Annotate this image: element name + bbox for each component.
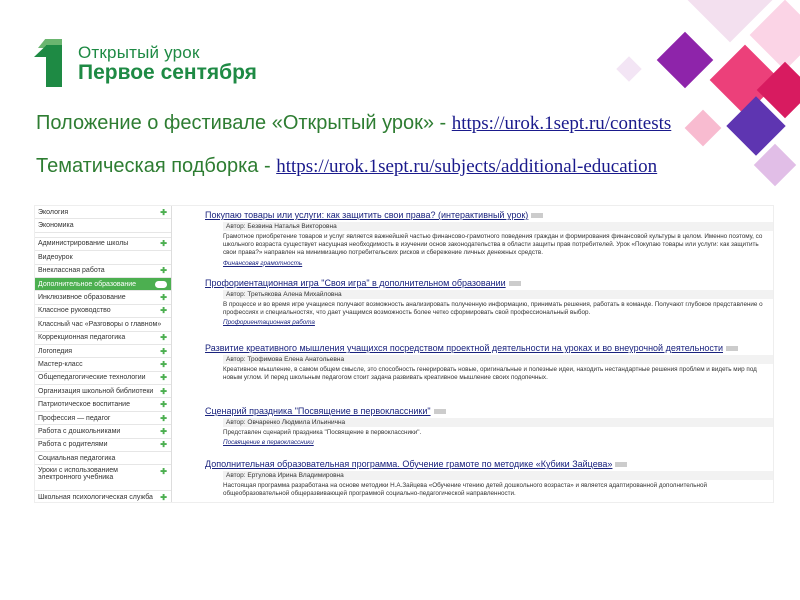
sidebar-item-label: Коррекционная педагогика — [38, 334, 126, 342]
sidebar-item-label: Социальная педагогика — [38, 454, 116, 462]
sidebar-item[interactable] — [35, 318, 171, 331]
sidebar-item-label: Логопедия — [38, 347, 73, 355]
article-category-link[interactable]: Финансовая грамотность — [223, 259, 303, 267]
sidebar-item[interactable] — [35, 358, 171, 371]
sidebar-item[interactable] — [35, 385, 171, 398]
sidebar-item[interactable] — [35, 465, 171, 491]
article-description: В процессе и во время игре учащиеся получают возможность анализировать полученную информацию, принимать решения, работать в команде. Получают глубокое представление о профессиях и специальностях, что дает учащимся возможность более четко сформировать свой профессиональный выбор. — [223, 301, 763, 317]
sidebar-item-label: Профессия — педагог — [38, 414, 111, 422]
expand-icon[interactable]: ✚ — [160, 373, 167, 383]
sidebar-item-label: Классное руководство — [38, 307, 111, 315]
article-title: Развитие креативного мышления учащихся посредством проектной деятельности на уроках и во внеурочной деятельности — [205, 343, 723, 353]
subjects-link[interactable]: https://urok.1sept.ru/subjects/additional-education — [276, 156, 658, 177]
expand-icon[interactable]: ✚ — [160, 346, 167, 356]
badge-icon — [531, 213, 543, 218]
sidebar-item-label: Общепедагогические технологии — [38, 374, 146, 382]
article-author: Автор: Овчаренко Людмила Ильинична — [223, 418, 773, 427]
sidebar-item[interactable] — [35, 412, 171, 425]
badge-icon — [615, 462, 627, 467]
badge-icon — [434, 409, 446, 414]
expand-icon[interactable]: ✚ — [160, 359, 167, 369]
expand-icon[interactable]: ✚ — [160, 239, 167, 249]
article-title: Сценарий праздника "Посвящение в первоклассники" — [205, 406, 431, 416]
sidebar-item-label: Работа с родителями — [38, 441, 108, 449]
article-description: Представлен сценарий праздника "Посвящение в первоклассники". — [223, 429, 422, 436]
badge-icon — [509, 281, 521, 286]
expand-icon[interactable]: ✚ — [160, 493, 167, 503]
article-title: Дополнительная образовательная программа. Обучение грамоте по методике «Кубики Зайцева» — [205, 459, 613, 469]
logo-icon — [34, 39, 68, 89]
sidebar-item-label: Мастер-класс — [38, 360, 83, 368]
contest-link[interactable]: https://urok.1sept.ru/contests — [451, 113, 672, 134]
logo — [34, 37, 284, 91]
sidebar-item[interactable] — [35, 238, 171, 251]
article-author: Автор: Трофимова Елена Анатольевна — [223, 355, 773, 364]
article-item — [205, 343, 773, 382]
expand-icon[interactable]: ✚ — [160, 333, 167, 343]
expand-icon[interactable]: ✚ — [160, 440, 167, 450]
sidebar-item-label: Видеоурок — [38, 253, 73, 261]
article-title-link[interactable] — [205, 406, 773, 416]
article-item — [205, 459, 773, 498]
headline-contest — [36, 112, 671, 135]
sidebar-item[interactable] — [35, 452, 171, 465]
headline-contest-text: Положение о фестивале «Открытый урок» - — [36, 112, 452, 134]
article-title-link[interactable] — [205, 210, 773, 220]
sidebar-item-label: Патриотическое воспитание — [38, 401, 130, 409]
sidebar-item[interactable] — [35, 332, 171, 345]
sidebar-item[interactable] — [35, 219, 171, 232]
article-title-link[interactable] — [205, 459, 773, 469]
sidebar-item-label: Экономика — [38, 222, 74, 230]
article-list — [205, 206, 773, 503]
sidebar-item[interactable] — [35, 345, 171, 358]
article-author: Автор: Ертулова Ирина Владимировна — [223, 471, 773, 480]
expand-icon[interactable]: ✚ — [160, 413, 167, 423]
sidebar-item[interactable] — [35, 206, 171, 219]
sidebar-item-label: Уроки с использованием электронного учебника — [38, 467, 118, 482]
headline-subjects — [36, 155, 657, 178]
deco-square — [685, 110, 722, 147]
article-title-link[interactable] — [205, 343, 773, 353]
sidebar-item[interactable] — [35, 278, 171, 291]
expand-icon[interactable]: ✚ — [160, 386, 167, 396]
sidebar-item-label: Школьная психологическая служба — [38, 494, 153, 502]
article-category-link[interactable]: Посвящение в первоклассники — [223, 439, 314, 447]
sidebar-item-label: Администрирование школы — [38, 240, 129, 248]
sidebar-item[interactable] — [35, 291, 171, 304]
article-title-link[interactable] — [205, 278, 773, 288]
article-category-link[interactable]: Профориентационная работа — [223, 319, 315, 327]
article-author: Автор: Третьякова Алена Михайловна — [223, 290, 773, 299]
expand-icon[interactable]: ✚ — [160, 426, 167, 436]
sidebar-item[interactable] — [35, 372, 171, 385]
logo-line1: Открытый урок — [78, 43, 200, 63]
logo-line2: Первое сентября — [78, 60, 257, 84]
sidebar-item[interactable] — [35, 265, 171, 278]
sidebar-item-label: Классный час «Разговоры о главном» — [38, 320, 162, 328]
article-author: Автор: Безвина Наталья Викторовна — [223, 222, 773, 231]
sidebar-item[interactable] — [35, 251, 171, 264]
article-description: Грамотное приобретение товаров и услуг является важнейшей частью финансово-грамотного поведения граждан и формирования финансовой культуры в целом. Именно поэтому, со школьного возраста существует насущная необходимость в изучении основ законодательства в области защиты прав потребителей. Урок «Покупаю товары или услуги: как защитить свои права?» направлен на минимизацию потребительских рисков и сбережение личных денежных средств. — [223, 233, 763, 257]
sidebar-item-label: Организация школьной библиотеки — [38, 387, 154, 395]
website-screenshot — [34, 205, 774, 503]
sidebar-item-label: Внеклассная работа — [38, 267, 105, 275]
expand-icon[interactable] — [155, 281, 167, 288]
sidebar-item-label: Дополнительное образование — [38, 280, 137, 288]
article-title: Покупаю товары или услуги: как защитить свои права? (интерактивный урок) — [205, 210, 529, 220]
deco-square — [657, 32, 714, 89]
category-sidebar — [35, 206, 172, 503]
article-description: Настоящая программа разработана на основе методики Н.А.Зайцева «Обучение чтению детей дошкольного возраста» и является адаптированной дополнительной общеобразовательной общеразвивающей программой социально-педагогической направленности. — [223, 482, 708, 498]
sidebar-item[interactable] — [35, 491, 171, 503]
deco-square — [616, 56, 641, 81]
badge-icon — [726, 346, 738, 351]
sidebar-item[interactable] — [35, 305, 171, 318]
expand-icon[interactable]: ✚ — [160, 467, 167, 477]
sidebar-item[interactable] — [35, 425, 171, 438]
headline-subjects-text: Тематическая подборка - — [36, 155, 277, 177]
sidebar-item[interactable] — [35, 439, 171, 452]
expand-icon[interactable]: ✚ — [160, 266, 167, 276]
sidebar-item-label: Инклюзивное образование — [38, 294, 126, 302]
expand-icon[interactable]: ✚ — [160, 207, 167, 217]
sidebar-item-label: Экология — [38, 208, 69, 216]
article-item — [205, 278, 773, 326]
sidebar-item[interactable] — [35, 398, 171, 411]
expand-icon[interactable]: ✚ — [160, 306, 167, 316]
article-item — [205, 406, 773, 446]
expand-icon[interactable]: ✚ — [160, 293, 167, 303]
article-title: Профориентационная игра "Своя игра" в дополнительном образовании — [205, 278, 506, 288]
sidebar-item-label: Работа с дошкольниками — [38, 427, 121, 435]
expand-icon[interactable]: ✚ — [160, 400, 167, 410]
article-description: Креативное мышление, в самом общем смысле, это способность генерировать новые, оригинальные и полезные идеи, находить нестандартные решения проблем и видеть мир под новым углом. И перед школьным педагогом стоит задача развивать креативное мышление своих подопечных. — [223, 366, 757, 382]
article-item — [205, 210, 773, 267]
